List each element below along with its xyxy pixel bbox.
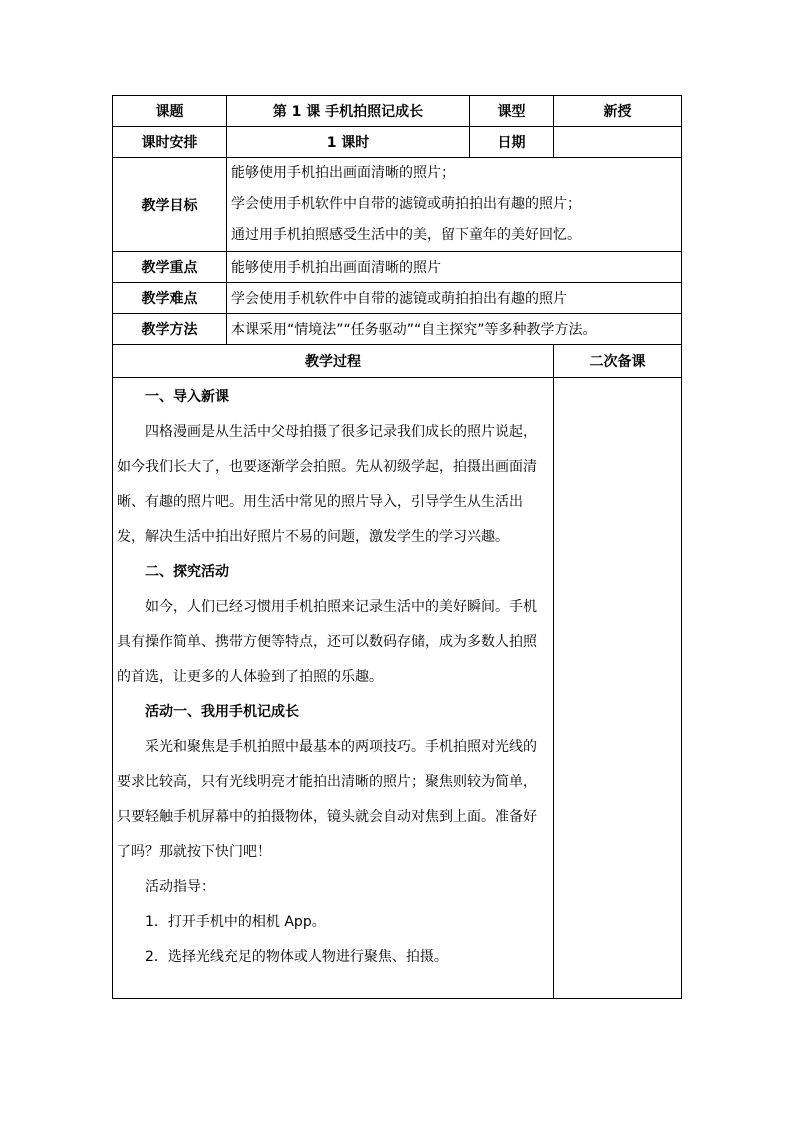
process-header-row	[113, 345, 682, 378]
difficulty-value: 学会使用手机软件中自带的滤镜或萌拍拍出有趣的照片	[227, 283, 682, 314]
paragraph: 四格漫画是从生活中父母拍摄了很多记录我们成长的照片说起，如今我们长大了，也要逐渐学会拍照。先从初级学起，拍摄出画面清晰、有趣的照片吧。用生活中常见的照片导入，引导学生从生活出发，解决生活中拍出好照片不易的问题，激发学生的学习兴趣。	[117, 424, 537, 545]
type-value: 新授	[554, 96, 682, 127]
section-heading: 一、导入新课	[145, 389, 229, 405]
date-value	[554, 127, 682, 158]
process-label: 教学过程	[113, 345, 554, 378]
type-label: 课型	[470, 96, 554, 127]
key-point-value: 能够使用手机拍出画面清晰的照片	[227, 252, 682, 283]
section-heading: 二、探究活动	[145, 564, 229, 580]
difficulty-row	[113, 283, 682, 314]
method-value: 本课采用“情境法”“任务驱动”“自主探究”等多种教学方法。	[227, 314, 682, 345]
date-label: 日期	[470, 127, 554, 158]
goals-row	[113, 158, 682, 252]
second-prep-cell	[554, 378, 682, 999]
lesson-plan-table	[112, 95, 682, 999]
topic-value: 第 1 课 手机拍照记成长	[227, 96, 470, 127]
paragraph: 如今，人们已经习惯用手机拍照来记录生活中的美好瞬间。手机具有操作简单、携带方便等特点，还可以数码存储，成为多数人拍照的首选，让更多的人体验到了拍照的乐趣。	[117, 599, 537, 685]
key-point-row	[113, 252, 682, 283]
goal-line: 学会使用手机软件中自带的滤镜或萌拍拍出有趣的照片；	[231, 196, 581, 212]
goals-cell	[227, 158, 682, 252]
difficulty-label: 教学难点	[113, 283, 227, 314]
method-row	[113, 314, 682, 345]
process-content	[113, 378, 554, 999]
second-prep-label: 二次备课	[554, 345, 682, 378]
paragraph: 采光和聚焦是手机拍照中最基本的两项技巧。手机拍照对光线的要求比较高，只有光线明亮才能拍出清晰的照片；聚焦则较为简单，只要轻触手机屏幕中的拍摄物体，镜头就会自动对焦到上面。准备好了吗？那就按下快门吧！	[117, 739, 537, 860]
list-item: 2．选择光线充足的物体或人物进行聚焦、拍摄。	[145, 949, 448, 965]
paragraph: 活动指导：	[145, 879, 215, 895]
schedule-label: 课时安排	[113, 127, 227, 158]
schedule-row	[113, 127, 682, 158]
topic-row	[113, 96, 682, 127]
goal-line: 通过用手机拍照感受生活中的美，留下童年的美好回忆。	[231, 227, 581, 243]
goals-label: 教学目标	[113, 158, 227, 252]
goal-line: 能够使用手机拍出画面清晰的照片；	[231, 165, 455, 181]
schedule-value: 1 课时	[227, 127, 470, 158]
method-label: 教学方法	[113, 314, 227, 345]
process-body-row	[113, 378, 682, 999]
key-point-label: 教学重点	[113, 252, 227, 283]
list-item: 1．打开手机中的相机 App。	[145, 914, 326, 930]
topic-label: 课题	[113, 96, 227, 127]
section-heading: 活动一、我用手机记成长	[145, 704, 299, 720]
